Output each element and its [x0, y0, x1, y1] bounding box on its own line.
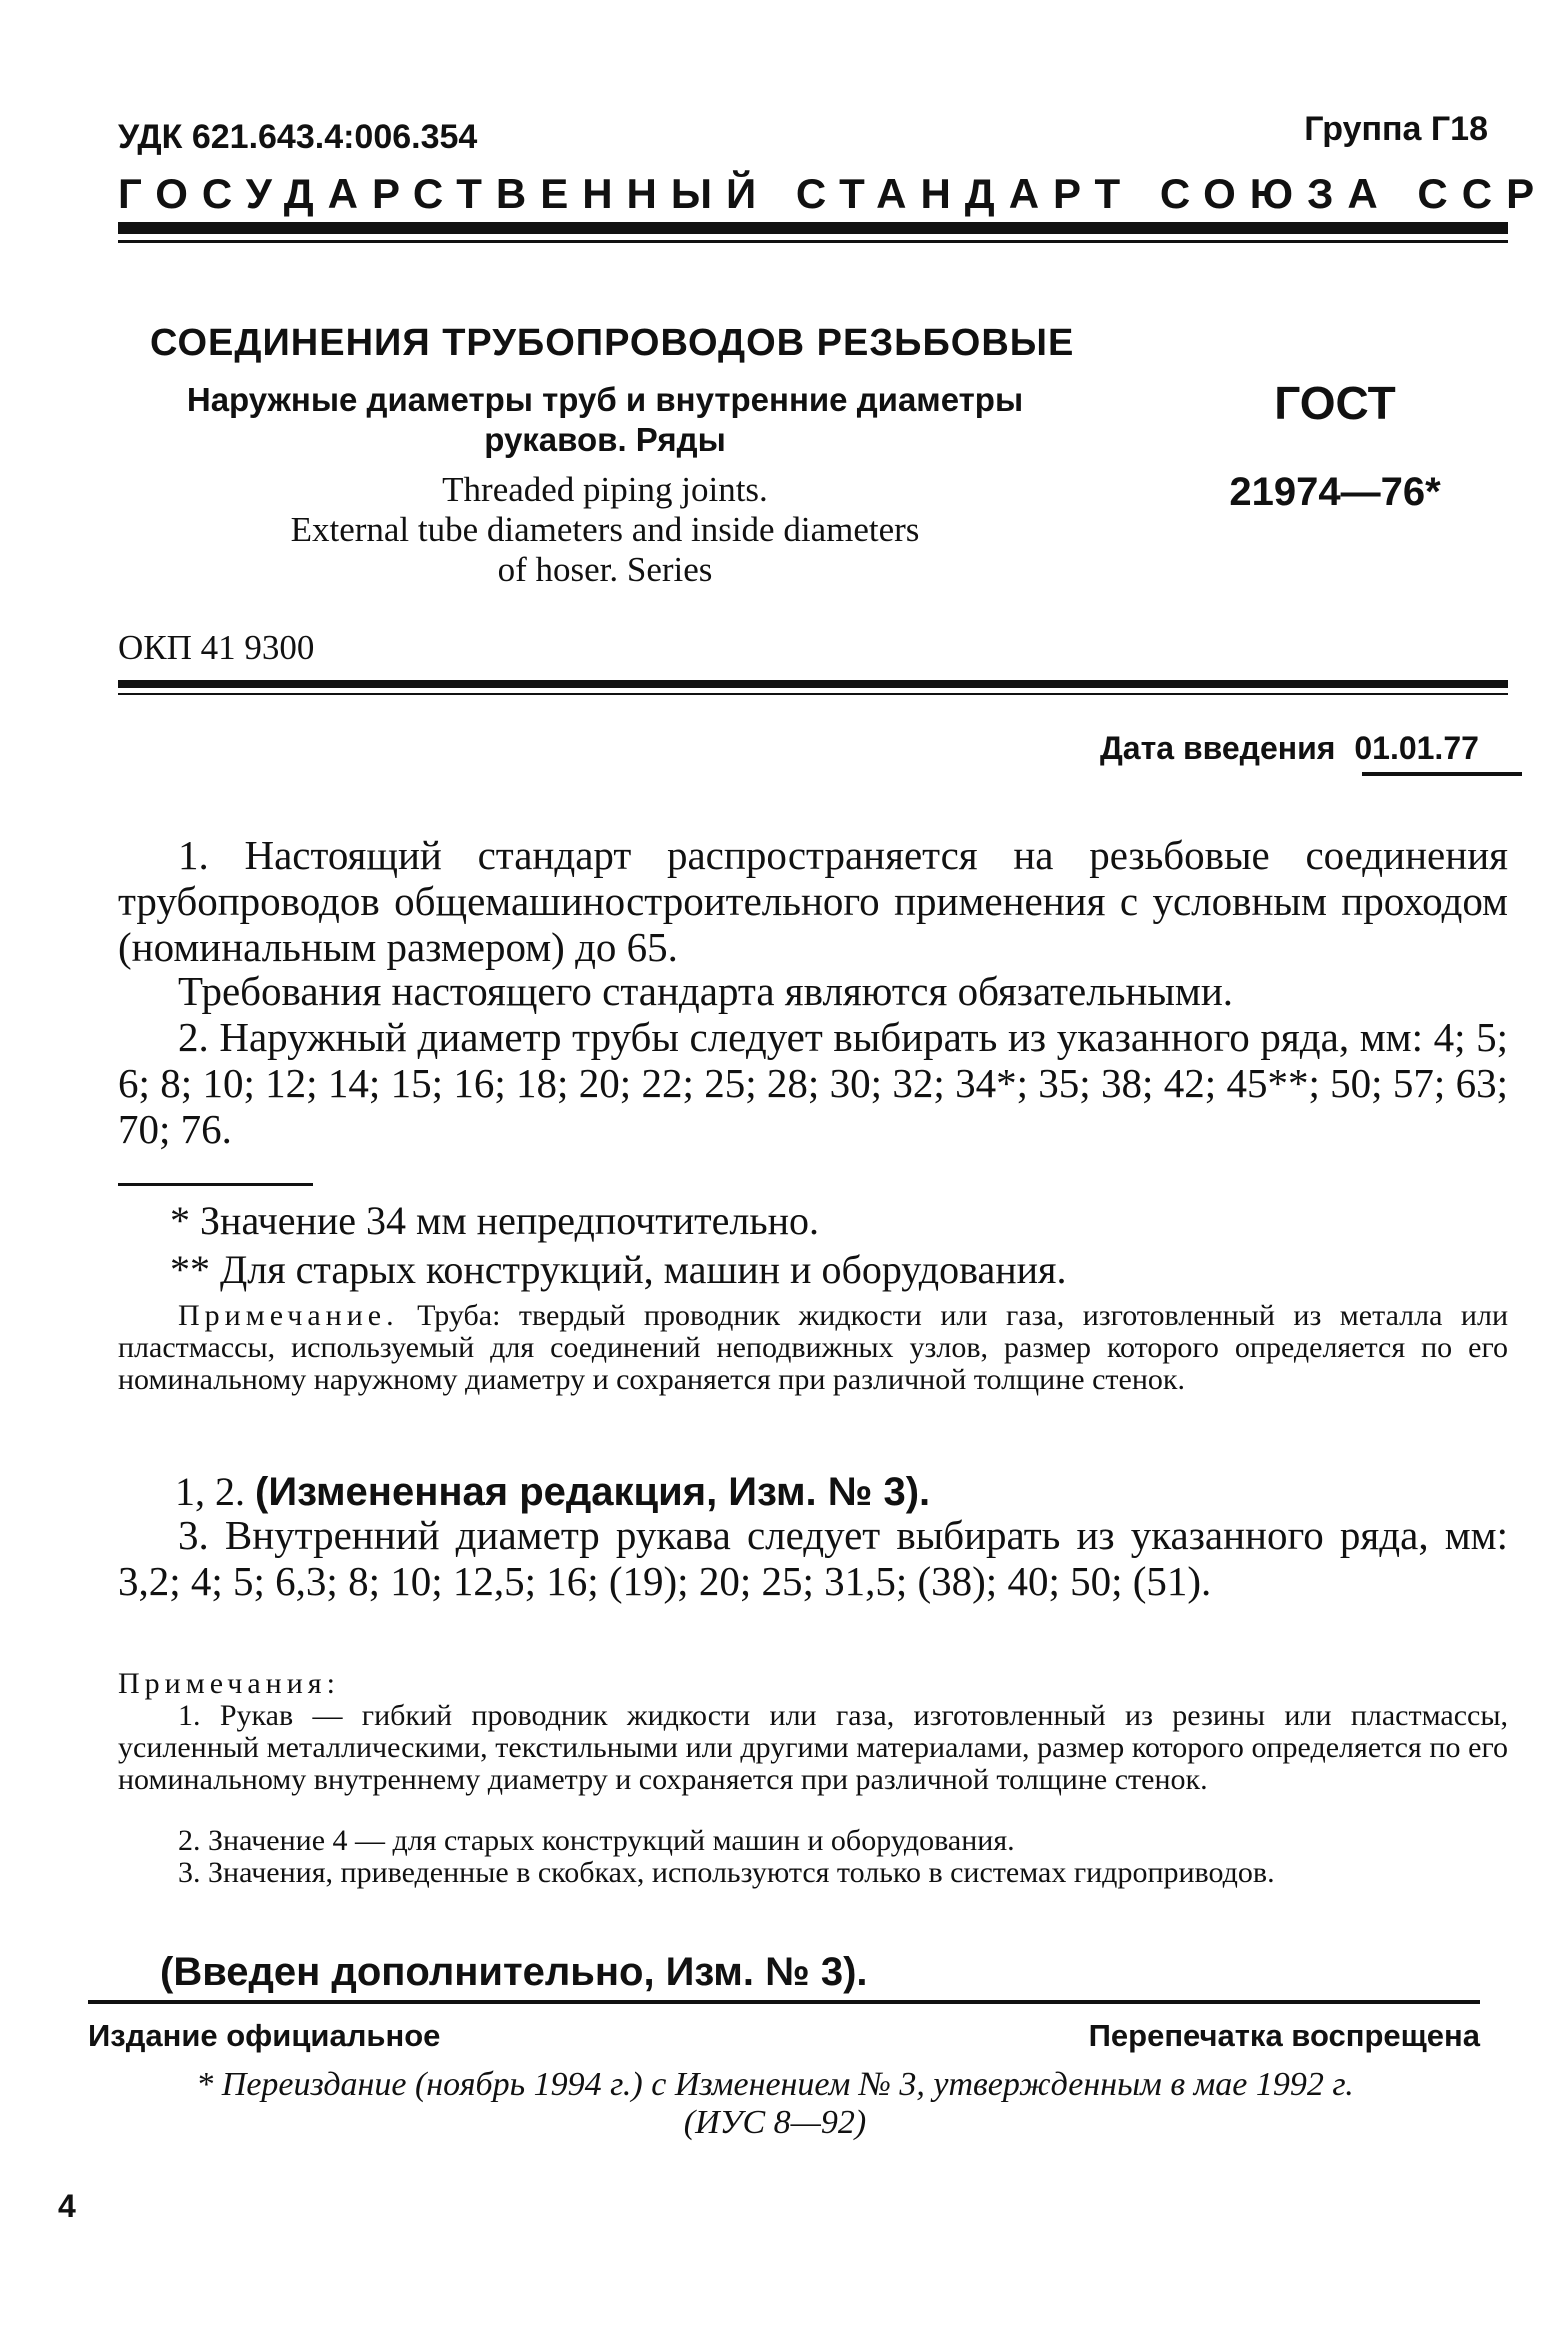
change-note-clause-3: (Введен дополнительно, Изм. № 3).: [160, 1950, 868, 1994]
requirements-statement: Требования настоящего стандарта являются обязательными.: [178, 968, 1234, 1014]
introduction-date: [1100, 730, 1479, 767]
note-pipe-definition: [118, 1300, 1508, 1396]
note-hose-definition: 1. Рукав — гибкий проводник жидкости или газа, изготовленный из резины или пластмассы, усиленный металлическими, текстильными или другими материалами, размер которого определяется по его номинальному внутреннему диаметру и сохраняется при различной толщине стенок.: [118, 1699, 1508, 1796]
document-subtitle: [150, 380, 1060, 460]
note-text: Труба: твердый проводник жидкости или газа, изготовленный из металла или пластмассы, используемый для соединений неподвижных узлов, размер которого определяется по его номинальному наружному диаметру и сохраняется при различной толщине стенок.: [118, 1299, 1508, 1396]
reissue-note-line-2: (ИУС 8—92): [683, 2104, 867, 2141]
clause-2: 2. Наружный диаметр трубы следует выбирать из указанного ряда, мм: 4; 5; 6; 8; 10; 12; 14; 15; 16; 18; 20; 22; 25; 28; 30; 32; 34*; 35; 38; 42; 45**; 50; 57; 63; 70; 76.: [118, 1014, 1508, 1152]
english-title-line-2: External tube diameters and inside diameters: [290, 510, 920, 549]
introduction-date-underline: [1362, 772, 1522, 776]
footnote-2: ** Для старых конструкций, машин и оборудования.: [170, 1247, 1067, 1292]
introduction-date-label: Дата введения: [1100, 730, 1336, 766]
official-edition: Издание официальное: [88, 2018, 441, 2053]
group-code: Группа Г18: [1304, 110, 1488, 148]
notes-label: Примечания:: [118, 1667, 340, 1700]
reissue-note-line-1: * Переиздание (ноябрь 1994 г.) с Изменением № 3, утвержденным в мае 1992 г.: [196, 2066, 1354, 2103]
english-title-line-3: of hoser. Series: [497, 550, 713, 589]
note-value-4: 2. Значение 4 — для старых конструкций машин и оборудования.: [178, 1824, 1015, 1857]
okp-code: ОКП 41 9300: [118, 628, 315, 667]
header-rule-thick: [118, 222, 1508, 234]
english-title: [150, 470, 1060, 590]
change-note-text: (Измененная редакция, Изм. № 3).: [255, 1470, 931, 1514]
footer-rule: [88, 2000, 1480, 2004]
reissue-note: [70, 2066, 1480, 2142]
udk-code: УДК 621.643.4:006.354: [118, 118, 478, 156]
document-title: СОЕДИНЕНИЯ ТРУБОПРОВОДОВ РЕЗЬБОВЫЕ: [150, 322, 1075, 364]
state-standard-heading: ГОСУДАРСТВЕННЫЙ СТАНДАРТ СОЮЗА ССР: [118, 170, 1549, 217]
footnote-1: * Значение 34 мм непредпочтительно.: [170, 1198, 820, 1243]
change-note-clauses-1-2: [175, 1468, 930, 1515]
introduction-date-value: 01.01.77: [1354, 730, 1479, 766]
header-rule-thin: [118, 240, 1508, 243]
gost-number: 21974—76*: [1229, 470, 1441, 514]
reprint-prohibited: Перепечатка воспрещена: [1088, 2018, 1480, 2053]
subtitle-line-2: рукавов. Ряды: [484, 421, 726, 458]
subtitle-line-1: Наружные диаметры труб и внутренние диаметры: [186, 381, 1024, 418]
clause-1: 1. Настоящий стандарт распространяется на резьбовые соединения трубопроводов общемашиностроительного применения с условным проходом (номинальным размером) до 65.: [118, 832, 1508, 970]
title-rule-thin: [118, 693, 1508, 695]
gost-label: ГОСТ: [1274, 377, 1396, 429]
footnote-divider: [118, 1183, 313, 1186]
english-title-line-1: Threaded piping joints.: [442, 470, 768, 509]
note-label: Примечание.: [178, 1299, 399, 1332]
change-note-prefix: 1, 2.: [175, 1469, 245, 1514]
title-rule-thick: [118, 680, 1508, 688]
note-bracketed-values: 3. Значения, приведенные в скобках, используются только в системах гидроприводов.: [178, 1856, 1275, 1889]
clause-3: 3. Внутренний диаметр рукава следует выбирать из указанного ряда, мм: 3,2; 4; 5; 6,3; 8; 10; 12,5; 16; (19); 20; 25; 31,5; (38); 40; 50; (51).: [118, 1512, 1508, 1604]
page-number: 4: [58, 2188, 76, 2224]
